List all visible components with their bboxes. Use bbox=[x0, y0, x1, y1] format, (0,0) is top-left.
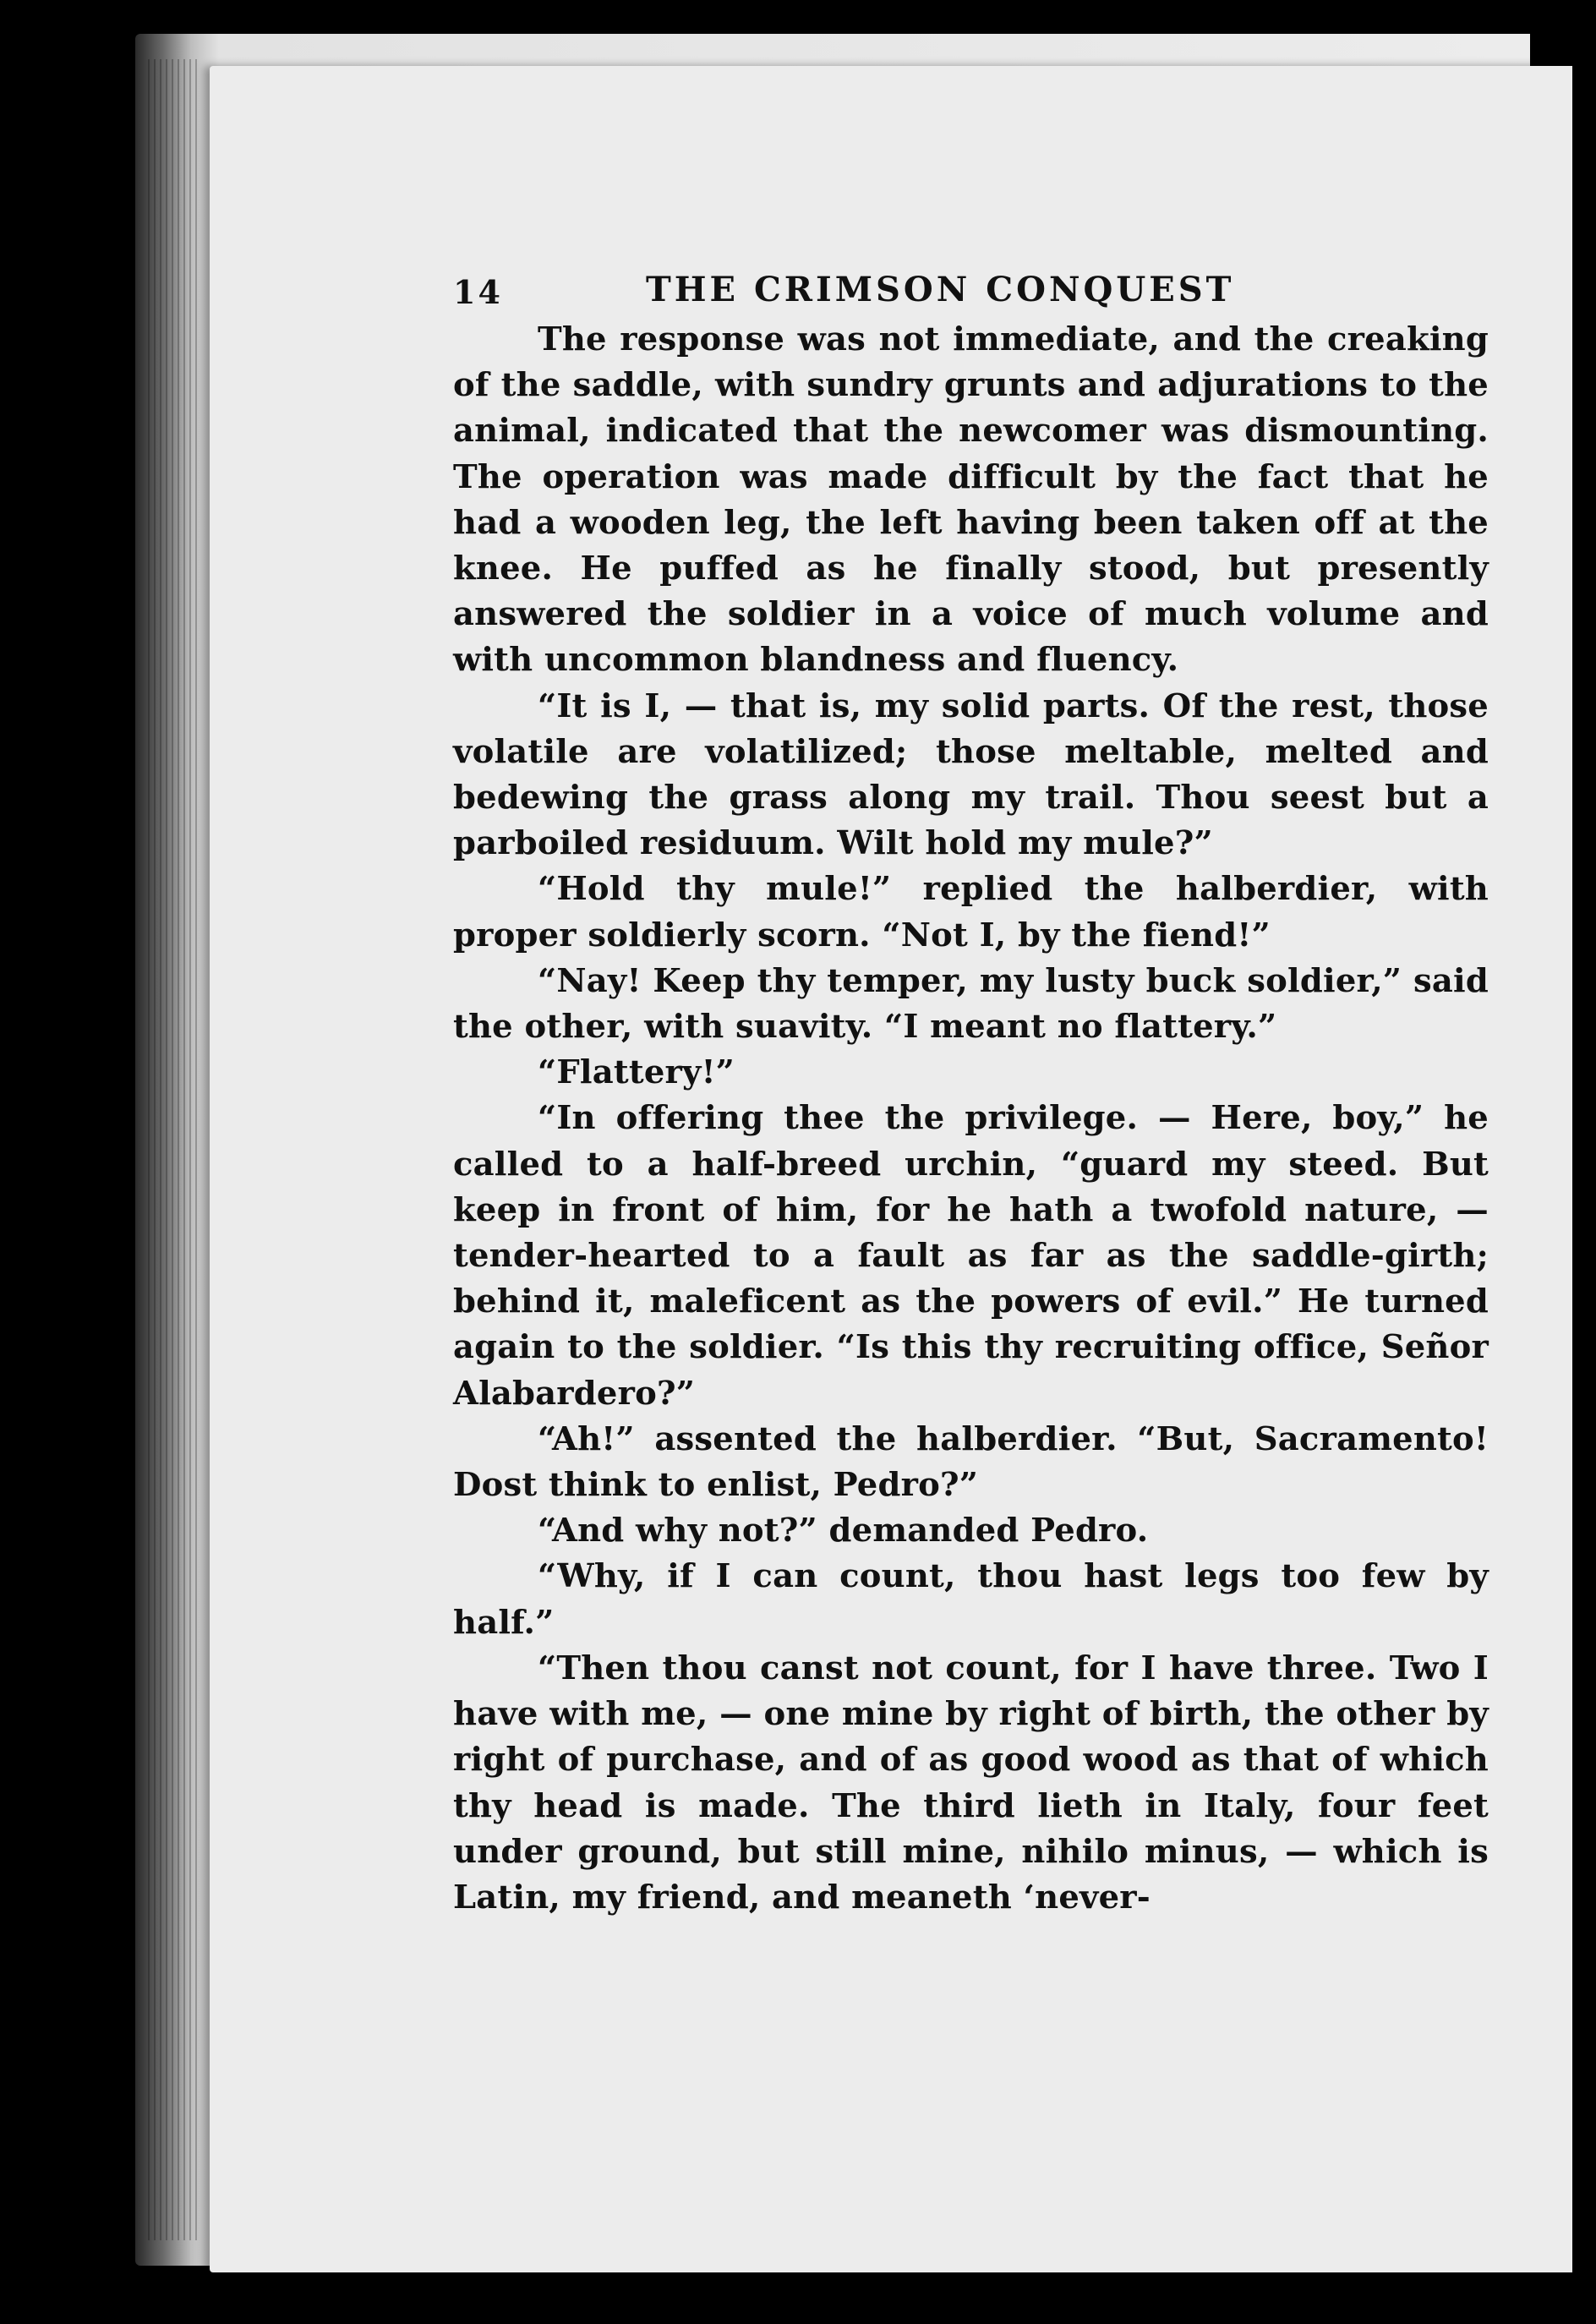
scan-border-right bbox=[1572, 0, 1596, 2324]
paragraph: “It is I, — that is, my solid parts. Of the rest, those volatile are volatilized; those meltable, melted and bedewing the grass along my trail. Thou seest but a parboiled residuum. Wilt hold my mule?” bbox=[453, 686, 1489, 863]
running-title: THE CRIMSON CONQUEST bbox=[646, 270, 1235, 309]
paragraph: “Ah!” assented the halberdier. “But, Sacramento! Dost think to enlist, Pedro?” bbox=[453, 1419, 1489, 1505]
running-head bbox=[453, 258, 1489, 317]
page-edges bbox=[148, 59, 199, 2240]
paragraph: “Flattery!” bbox=[538, 1053, 735, 1092]
paragraph: “Why, if I can count, thou hast legs too few by half.” bbox=[453, 1557, 1489, 1642]
paragraph: “In offering thee the privilege. — Here, boy,” he called to a half-breed urchin, “guard my steed. But keep in front of him, for he hath a twofold nature, — tender-hearted to a fault as far as the saddle-girth; behind it, maleficent as the powers of evil.” He turned again to the soldier. “Is this thy recruiting office, Señor Alabardero?” bbox=[453, 1099, 1489, 1413]
scan-border-bottom bbox=[0, 2273, 1596, 2324]
paragraph: “And why not?” demanded Pedro. bbox=[538, 1512, 1149, 1550]
paragraph: “Nay! Keep thy temper, my lusty buck soldier,” said the other, with suavity. “I meant no flattery.” bbox=[453, 961, 1489, 1047]
page-number: 14 bbox=[453, 273, 503, 311]
body-text bbox=[453, 317, 1489, 1921]
paragraph: “Then thou canst not count, for I have three. Two I have with me, — one mine by right of birth, the other by right of purchase, and of as good wood as that of which thy head is made. The third lieth in Italy, four feet under ground, but still mine, nihilo minus, — which is Latin, my friend, and meaneth ‘never- bbox=[453, 1649, 1489, 1917]
page-content bbox=[453, 258, 1489, 1921]
paragraph: “Hold thy mule!” replied the halberdier, with proper soldierly scorn. “Not I, by the fiend!” bbox=[453, 870, 1489, 954]
paragraph: The response was not immediate, and the creaking of the saddle, with sundry grunts and adjurations to the animal, indicated that the newcomer was dismounting. The operation was made difficult by the fact that he had a wooden leg, the left having been taken off at the knee. He puffed as he finally stood, but presently answered the soldier in a voice of much volume and with uncommon blandness and fluency. bbox=[453, 320, 1489, 680]
